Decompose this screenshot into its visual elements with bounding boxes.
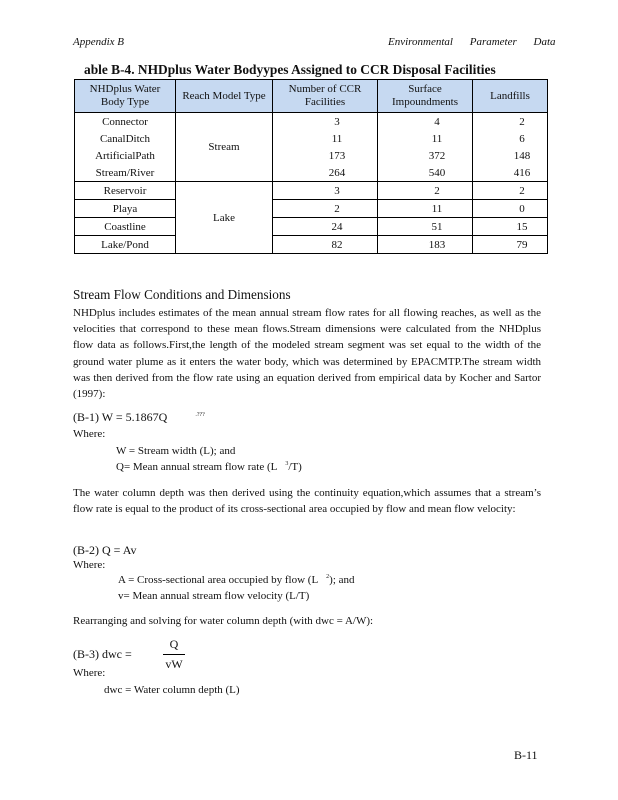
cell-surf: 183 [378, 236, 473, 254]
cell-num: 11 [273, 130, 378, 147]
cell-surf: 11 [378, 200, 473, 218]
equation-b3-fraction [163, 637, 185, 672]
section-heading: Stream Flow Conditions and Dimensions [73, 287, 291, 302]
where-label-1: Where: [73, 428, 106, 440]
cell-land: 79 [473, 236, 548, 254]
equation-b3: (B-3) dwc = [73, 647, 132, 661]
table-row [75, 164, 548, 182]
running-header-left: Appendix B [73, 36, 125, 48]
cell-surf: 51 [378, 218, 473, 236]
cell-land: 148 [473, 147, 548, 164]
cell-num: 264 [273, 164, 378, 182]
equation-b1-exponent: .??? [195, 412, 205, 418]
cell-num: 3 [273, 182, 378, 200]
paragraph-continuity: The water column depth was then derived using the continuity equation,which assumes that a stream’s flow rate is equal to the product of its cross-sectional area occupied by flow and mean flow velocity: [73, 487, 541, 516]
cell-surf: 11 [378, 130, 473, 147]
cell-type: Reservoir [75, 182, 176, 200]
col-header-reach-model-type: Reach Model Type [176, 80, 273, 113]
table-row [75, 130, 548, 147]
definition-q-sup: 3 [285, 461, 289, 467]
cell-type: Connector [75, 113, 176, 131]
where-label-3: Where: [73, 667, 106, 679]
table-header-row [75, 80, 548, 113]
cell-land: 6 [473, 130, 548, 147]
cell-type: Lake/Pond [75, 236, 176, 254]
cell-surf: 4 [378, 113, 473, 131]
cell-land: 2 [473, 113, 548, 131]
col-header-surface-impoundments: Surface Impoundments [378, 80, 473, 113]
definition-q-text: Q= Mean annual stream flow rate (L [116, 461, 278, 473]
fraction-numerator: Q [169, 637, 179, 651]
cell-land: 15 [473, 218, 548, 236]
cell-num: 2 [273, 200, 378, 218]
definition-a [118, 574, 355, 586]
table-row [75, 147, 548, 164]
definition-v: v= Mean annual stream flow velocity (L/T) [118, 590, 310, 602]
col-header-water-body-type: NHDplus Water Body Type [75, 80, 176, 113]
running-header-right: Environmental Parameter Data [388, 36, 556, 48]
table-caption: able B-4. NHDplus Water Bodyypes Assigned to CCR Disposal Facilities [84, 62, 496, 77]
cell-num: 82 [273, 236, 378, 254]
definition-a-text: A = Cross-sectional area occupied by flow (L [118, 574, 319, 586]
cell-type: Coastline [75, 218, 176, 236]
table-row [75, 236, 548, 254]
cell-surf: 372 [378, 147, 473, 164]
definition-a-sup: 2 [326, 574, 330, 580]
cell-type: CanalDitch [75, 130, 176, 147]
definition-dwc: dwc = Water column depth (L) [104, 684, 240, 696]
cell-reach-stream: Stream [176, 113, 273, 182]
cell-land: 416 [473, 164, 548, 182]
definition-a-end: ); and [329, 574, 355, 586]
fraction-bar [163, 654, 185, 655]
definition-q-end: /T) [288, 461, 302, 473]
equation-b2: (B-2) Q = Av [73, 543, 137, 557]
cell-surf: 2 [378, 182, 473, 200]
definition-q [116, 461, 302, 473]
table-row [75, 182, 548, 200]
cell-type: ArtificialPath [75, 147, 176, 164]
paragraph-intro: NHDplus includes estimates of the mean annual stream flow rates for all flowing reaches, as well as the velocities that correspond to these mean flows.Stream dimensions were calculated from the NHDplus flow data as follows.First,the length of the modeled stream segment was set equal to the width of the ground water plume as it enters the water body, which was determined by EPACMTP.The stream width was then derived from the flow rate using an equation derived from empirical data by Kocher and Sartor (1997): [73, 307, 541, 401]
cell-land: 2 [473, 182, 548, 200]
col-header-ccr-facilities: Number of CCR Facilities [273, 80, 378, 113]
table-row [75, 113, 548, 131]
cell-land: 0 [473, 200, 548, 218]
page-number: B-11 [514, 748, 538, 762]
paragraph-rearranging: Rearranging and solving for water column depth (with dwc = A/W): [73, 615, 374, 627]
equation-b1-text: (B-1) W = 5.1867Q [73, 410, 168, 424]
cell-num: 3 [273, 113, 378, 131]
definition-w: W = Stream width (L); and [116, 445, 236, 457]
where-label-2: Where: [73, 559, 106, 571]
fraction-denominator: vW [165, 657, 183, 671]
table-row [75, 218, 548, 236]
col-header-landfills: Landfills [473, 80, 548, 113]
cell-type: Stream/River [75, 164, 176, 182]
cell-type: Playa [75, 200, 176, 218]
equation-b1 [73, 410, 205, 425]
table-row [75, 200, 548, 218]
cell-surf: 540 [378, 164, 473, 182]
cell-num: 24 [273, 218, 378, 236]
cell-num: 173 [273, 147, 378, 164]
cell-reach-lake: Lake [176, 182, 273, 254]
water-body-table [74, 79, 548, 254]
